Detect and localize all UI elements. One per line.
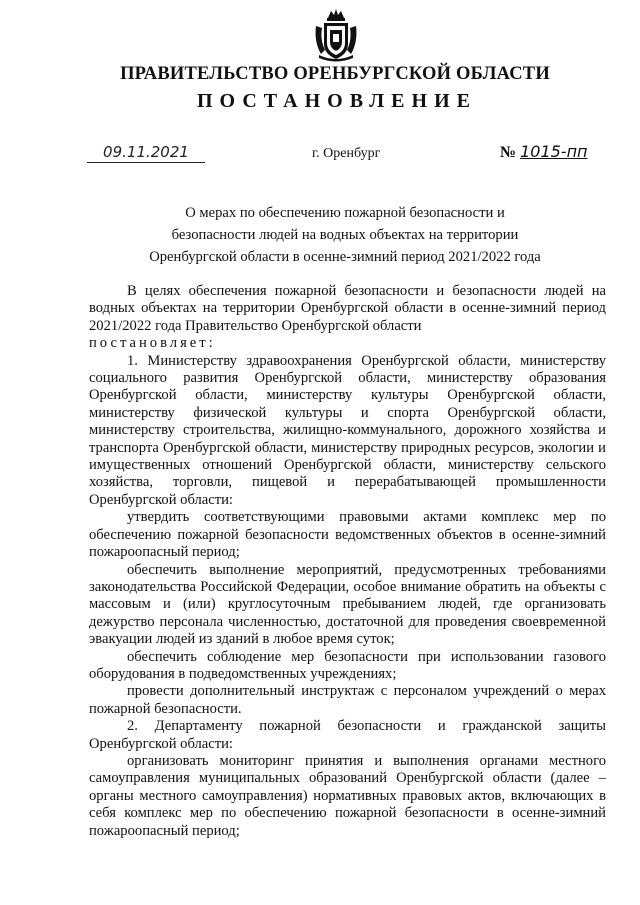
subject-line-1: О мерах по обеспечению пожарной безопасности и <box>185 205 505 221</box>
preamble-paragraph: В целях обеспечения пожарной безопасности и безопасности людей на водных объектах на территории Оренбургской области в осенне-зимний период 2021/2022 года Правительство Оренбургской области <box>89 283 606 334</box>
document-subject <box>110 202 580 268</box>
document-city: г. Оренбург <box>312 146 381 161</box>
item-2-intro: 2. Департаменту пожарной безопасности и гражданской защиты Оренбургской области: <box>89 718 606 752</box>
subject-line-2: безопасности людей на водных объектах на территории <box>171 227 519 243</box>
coat-of-arms-icon <box>313 8 359 62</box>
document-type: ПОСТАНОВЛЕНИЕ <box>197 90 477 112</box>
document-number <box>500 142 588 162</box>
number-value: 1015-пп <box>520 142 588 161</box>
date-underline <box>87 162 205 163</box>
item-2-point-a: организовать мониторинг принятия и выполнения органами местного самоуправления муниципальных образований Оренбургской области (далее – органы местного самоуправления) нормативных правовых актов, включающих в себя комплекс мер по обеспечению пожарной безопасности в осенне-зимний пожароопасный период; <box>89 752 606 839</box>
document-body <box>89 283 606 840</box>
item-1-intro: 1. Министерству здравоохранения Оренбургской области, министерству социального развития Оренбургской области, министерству образования Оренбургской области, министерству культуры Оренбургской области, министерству физической культуры и спорта Оренбургской области, министерству строительства, жилищно-коммунального, дорожного хозяйства и транспорта Оренбургской области, министерству природных ресурсов, экологии и имущественных отношений Оренбургской области, министерству сельского хозяйства, торговли, пищевой и перерабатывающей промышленности Оренбургской области: <box>89 352 606 508</box>
item-1-point-b: обеспечить выполнение мероприятий, предусмотренных требованиями законодательства Российской Федерации, особое внимание обратить на объекты с массовым и (или) круглосуточным пребыванием людей, где организовать дежурство персонала численностью, достаточной для проведения своевременной эвакуации людей из зданий в любое время суток; <box>89 561 606 648</box>
number-sign: № <box>500 144 517 161</box>
subject-line-3: Оренбургской области в осенне-зимний период 2021/2022 года <box>149 249 541 265</box>
government-title: ПРАВИТЕЛЬСТВО ОРЕНБУРГСКОЙ ОБЛАСТИ <box>120 64 550 84</box>
item-1-point-d: провести дополнительный инструктаж с персоналом учреждений о мерах пожарной безопасности. <box>89 683 606 717</box>
resolves-word: постановляет: <box>89 335 216 352</box>
item-1-point-a: утвердить соответствующими правовыми актами комплекс мер по обеспечению пожарной безопасности ведомственных объектов в осенне-зимний пожароопасный период; <box>89 509 606 561</box>
item-1-point-c: обеспечить соблюдение мер безопасности при использовании газового оборудования в подведомственных учреждениях; <box>89 648 606 682</box>
document-date <box>87 143 205 163</box>
date-value: 09.11.2021 <box>103 143 189 161</box>
